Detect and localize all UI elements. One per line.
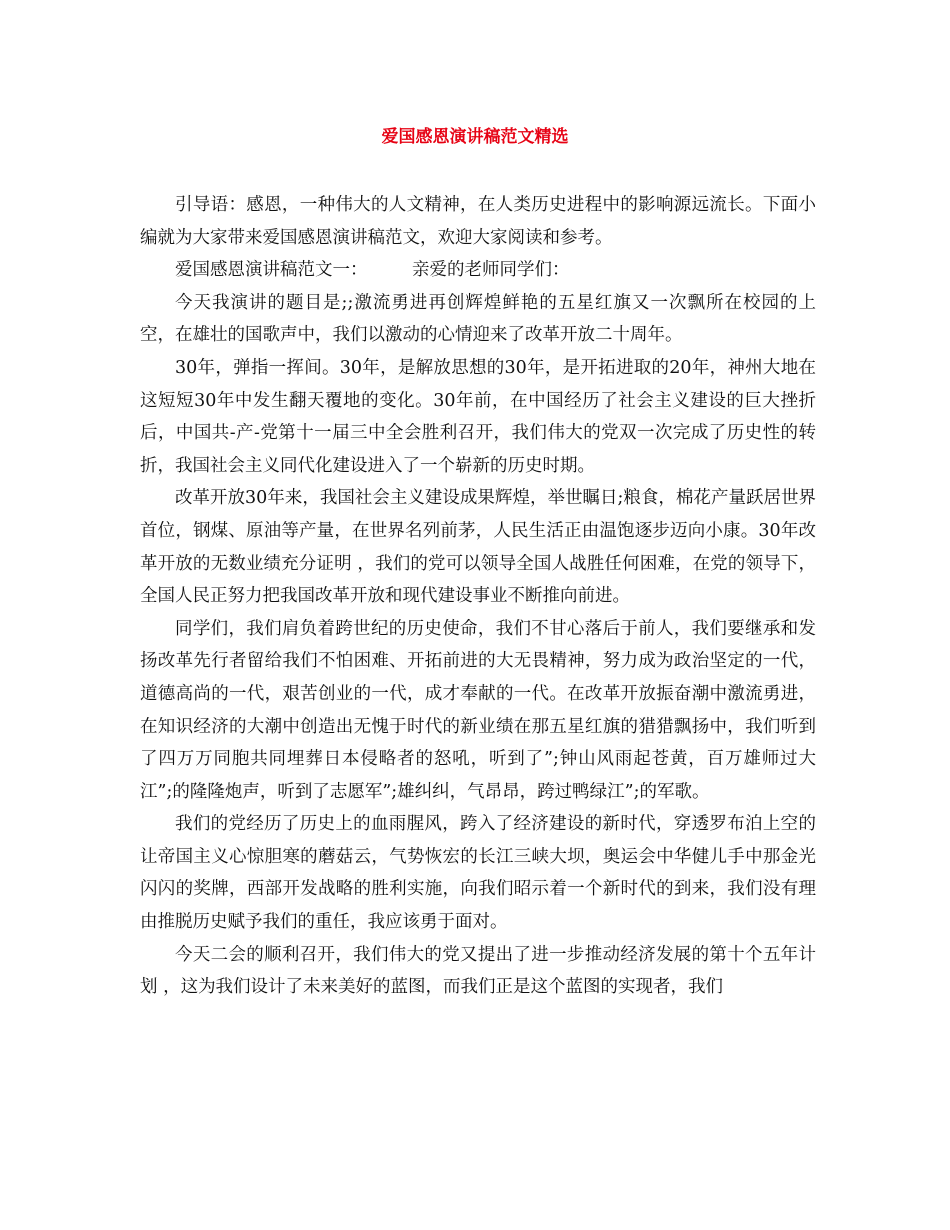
paragraph-salutation: 爱国感恩演讲稿范文一： 亲爱的老师同学们： — [175, 260, 570, 281]
document-title: 爱国感恩演讲稿范文精选 — [381, 127, 569, 147]
paragraph-reform-achievements: 改革开放30年来，我国社会主义建设成果辉煌，举世瞩日;粮食，棉花产量跃居世界首位，钢煤、原油等产量，在世界名列前茅，人民生活正由温饱逐步迈向小康。30年改革开放的无数业绩充分证明 ，我们的党可以领导全国人战胜任何困难，在党的领导下，全国人民正努力把我国改革开放和现代建设事业不断推向前进。 — [140, 488, 816, 607]
paragraph-party-history: 我们的党经历了历史上的血雨腥风，跨入了经济建设的新时代，穿透罗布泊上空的让帝国主义心惊胆寒的蘑菇云，气势恢宏的长江三峡大坝，奥运会中华健儿手中那金光闪闪的奖牌，西部开发战略的胜利实施，向我们昭示着一个新时代的到来，我们没有理由推脱历史赋予我们的重任，我应该勇于面对。 — [140, 814, 816, 933]
paragraph-intro: 引导语：感恩，一种伟大的人文精神，在人类历史进程中的影响源远流长。下面小编就为大家带来爱国感恩演讲稿范文，欢迎大家阅读和参考。 — [140, 195, 816, 248]
document-body — [140, 189, 816, 1004]
paragraph-five-year-plan: 今天二会的顺利召开，我们伟大的党又提出了进一步推动经济发展的第十个五年计划 ，这为我们设计了未来美好的蓝图，而我们正是这个蓝图的实现者，我们 — [140, 944, 816, 998]
paragraph-speech-topic: 今天我演讲的题目是;;激流勇进再创辉煌鲜艳的五星红旗又一次飘所在校园的上空，在雄壮的国歌声中，我们以激动的心情迎来了改革开放二十周年。 — [140, 292, 816, 346]
paragraph-thirty-years: 30年，弹指一挥间。30年，是解放思想的30年，是开拓进取的20年，神州大地在这短短30年中发生翻天覆地的变化。30年前，在中国经历了社会主义建设的巨大挫折后，中国共-产-党第十一届三中全会胜利召开，我们伟大的党双一次完成了历史性的转折，我国社会主义同代化建设进入了一个崭新的历史时期。 — [140, 357, 816, 476]
paragraph-students-mission: 同学们，我们肩负着跨世纪的历史使命，我们不甘心落后于前人，我们要继承和发扬改革先行者留给我们不怕困难、开拓前进的大无畏精神，努力成为政治坚定的一代，道德高尚的一代，艰苦创业的一代，成才奉献的一代。在改革开放振奋潮中激流勇进，在知识经济的大潮中创造出无愧于时代的新业绩在那五星红旗的猎猎飘扬中，我们听到了四万万同胞共同埋葬日本侵略者的怒吼，听到了”;钟山风雨起苍黄，百万雄师过大江”;的隆隆炮声，听到了志愿军”;雄纠纠，气昂昂，跨过鸭绿江”;的军歌。 — [140, 618, 816, 802]
